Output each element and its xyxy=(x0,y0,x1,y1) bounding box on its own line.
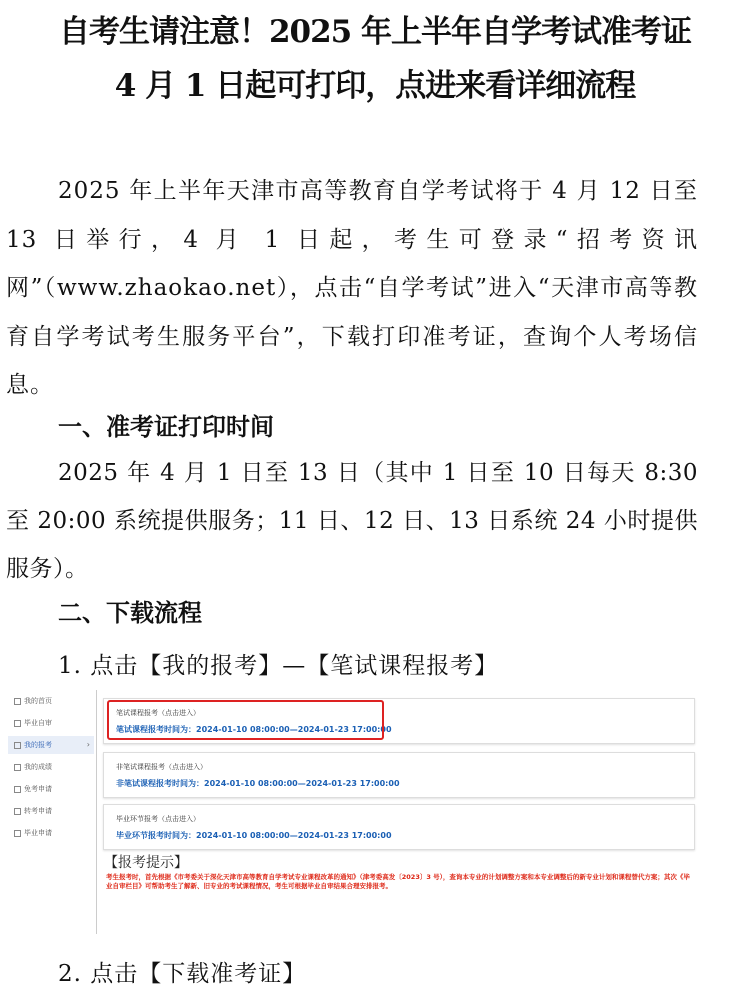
card-detail: 笔试课程报考时间为：2024-01-10 08:00:00—2024-01-23 17:00:00 xyxy=(116,725,392,734)
sidebar-item-exemption[interactable] xyxy=(8,780,94,798)
card-detail: 毕业环节报考时间为：2024-01-10 08:00:00—2024-01-23 17:00:00 xyxy=(116,831,392,840)
section-heading-print-time: 一、准考证打印时间 xyxy=(58,413,274,441)
sidebar-item-graduation-self-review[interactable] xyxy=(8,714,94,732)
article-title-line-2: 4 月 1 日起可打印，点进来看详细流程 xyxy=(114,68,636,104)
tip-body: 考生报考时，首先根据《市考委关于深化天津市高等教育自学考试专业课程改革的通知》（津考委高发〔2023〕3 号），查询本专业的计划调整方案和本专业调整后的新专业计划和课程替代方案；其次《毕业自审栏目》可帮助考生了解新、旧专业的考试课程情况，考生可根据毕业自审结果合理安排报考。 xyxy=(106,873,690,890)
person-icon xyxy=(14,764,21,771)
portal-sidebar xyxy=(8,688,94,936)
portal-screenshot xyxy=(8,688,708,936)
sidebar-item-home[interactable] xyxy=(8,692,94,710)
sidebar-item-my-registration[interactable] xyxy=(8,736,94,754)
card-title: 毕业环节报考（点击进入） xyxy=(116,815,200,823)
doc-icon xyxy=(14,808,21,815)
intro-paragraph: 2025 年上半年天津市高等教育自学考试将于 4 月 12 日至 13 日举行，4 月 1 日起，考生可登录“招考资讯网”（www.zhaokao.net），点击“自学考试”进入“天津市高等教育自学考试考生服务平台”，下载打印准考证，查询个人考场信息。 xyxy=(6,178,698,398)
sidebar-item-label: 毕业申请 xyxy=(24,829,52,837)
sidebar-item-label: 我的报考 xyxy=(24,741,52,749)
doc-icon xyxy=(14,786,21,793)
step-2-text: 2. 点击【下载准考证】 xyxy=(58,961,307,987)
highlight-box xyxy=(107,700,384,740)
sidebar-item-graduation-apply[interactable] xyxy=(8,824,94,842)
sidebar-item-label: 免考申请 xyxy=(24,785,52,793)
step-1-text: 1. 点击【我的报考】—【笔试课程报考】 xyxy=(58,653,499,679)
chevron-right-icon: › xyxy=(86,740,90,749)
sidebar-item-label: 我的成绩 xyxy=(24,763,52,771)
card-title: 笔试课程报考（点击进入） xyxy=(116,709,200,717)
card-graduation[interactable] xyxy=(103,804,695,850)
sidebar-item-my-scores[interactable] xyxy=(8,758,94,776)
print-time-paragraph: 2025 年 4 月 1 日至 13 日（其中 1 日至 10 日每天 8:30 至 20:00 系统提供服务；11 日、12 日、13 日系统 24 小时提供服务）。 xyxy=(6,460,698,582)
card-title: 非笔试课程报考（点击进入） xyxy=(116,763,207,771)
sidebar-item-transfer[interactable] xyxy=(8,802,94,820)
doc-icon xyxy=(14,830,21,837)
sidebar-item-label: 我的首页 xyxy=(24,697,52,705)
section-heading-download-process: 二、下载流程 xyxy=(58,599,202,627)
sidebar-item-label: 毕业自审 xyxy=(24,719,52,727)
card-detail: 非笔试课程报考时间为：2024-01-10 08:00:00—2024-01-23 17:00:00 xyxy=(116,779,400,788)
list-icon xyxy=(14,742,21,749)
card-non-written-exam[interactable] xyxy=(103,752,695,798)
sidebar-item-label: 转考申请 xyxy=(24,807,52,815)
sidebar-divider xyxy=(96,690,97,934)
article-title-line-1: 自考生请注意！2025 年上半年自学考试准考证 xyxy=(58,14,692,50)
home-icon xyxy=(14,698,21,705)
tip-heading: 【报考提示】 xyxy=(104,855,188,871)
doc-icon xyxy=(14,720,21,727)
